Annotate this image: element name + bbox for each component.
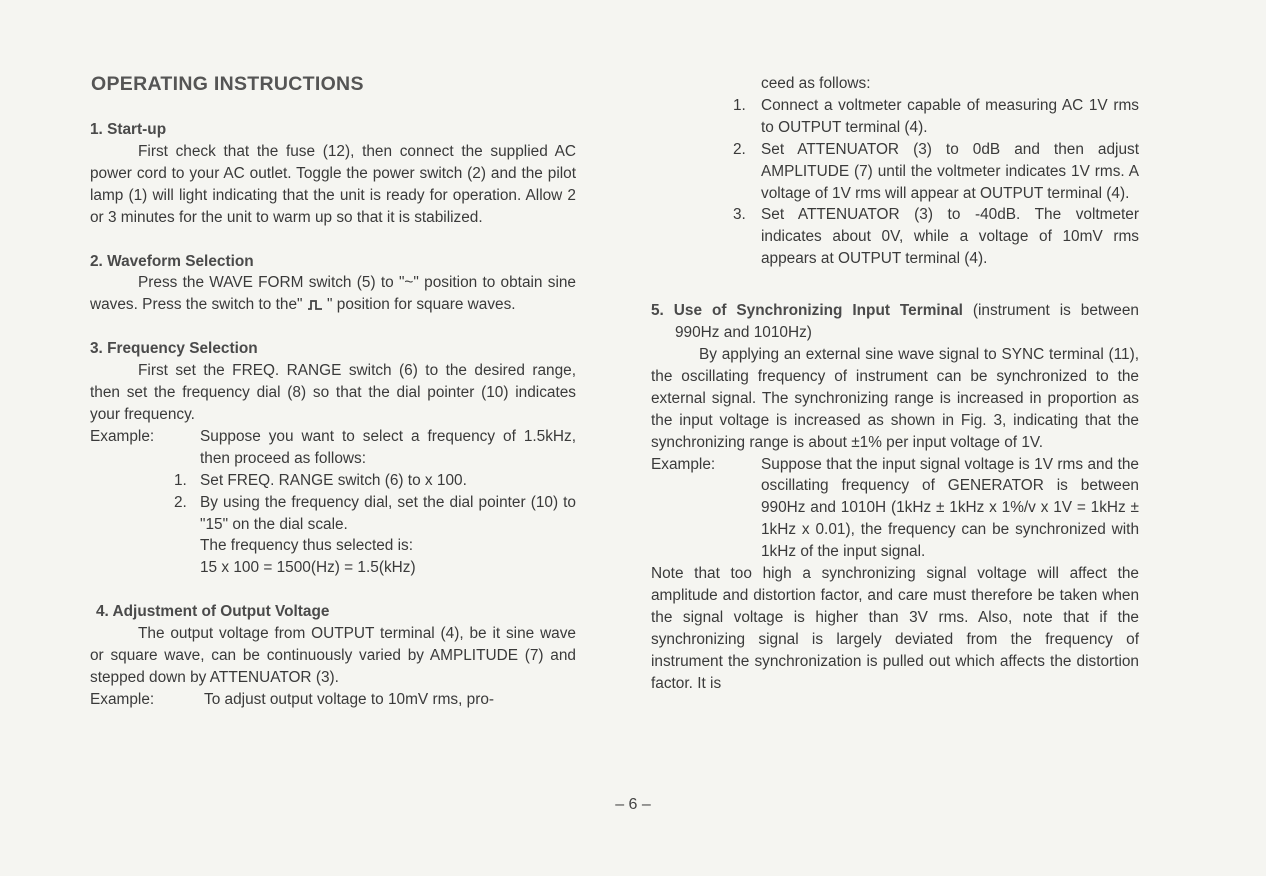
section-title-frequency: 3. Frequency Selection bbox=[90, 340, 258, 358]
section-body-waveform: Press the WAVE FORM switch (5) to "~" position to obtain sine waves. Press the switch to the" " position for square waves. bbox=[90, 274, 576, 314]
sync-note: Note that too high a synchronizing signal voltage will affect the amplitude and distortion factor, and care must therefore be taken when the signal voltage is higher than 3V rms. Also, note that if the synchronizing signal is largely deviated from the frequency of instrument the synchronization is pulled out which affects the distortion factor. It is bbox=[651, 565, 1139, 692]
section-body-startup: First check that the fuse (12), then connect the supplied AC power cord to your AC outlet. Toggle the power switch (2) and the pilot lamp (1) will light indicating that the unit is ready for operation. Allow 2 or 3 minutes for the unit to warm up so that it is stabilized. bbox=[90, 142, 576, 226]
list-item: 2. By using the frequency dial, set the dial pointer (10) to "15" on the dial scale. bbox=[174, 493, 576, 533]
selected-frequency-text: The frequency thus selected is: bbox=[200, 537, 414, 555]
example-text: Suppose you want to select a frequency of 1.5kHz, then proceed as follows: bbox=[200, 427, 576, 467]
example-label: Example: bbox=[651, 455, 716, 473]
list-item: 3. Set ATTENUATOR (3) to -40dB. The voltmeter indicates about 0V, while a voltage of 10mV rms appears at OUTPUT terminal (4). bbox=[733, 206, 1139, 268]
page-heading: OPERATING INSTRUCTIONS bbox=[91, 73, 364, 95]
section-title-waveform: 2. Waveform Selection bbox=[90, 252, 254, 270]
list-item: 1. Set FREQ. RANGE switch (6) to x 100. bbox=[174, 471, 467, 489]
example-label: Example: bbox=[90, 427, 155, 445]
section-body-sync: By applying an external sine wave signal to SYNC terminal (11), the oscillating frequency of instrument can be synchronized to the external signal. The synchronizing range is increased in proportion as the input voltage is increased as shown in Fig. 3, indicating that the synchronizing range is about ±1% per input voltage of 1V. bbox=[651, 345, 1139, 451]
section-title-output-voltage: 4. Adjustment of Output Voltage bbox=[96, 603, 330, 621]
section-body-frequency: First set the FREQ. RANGE switch (6) to the desired range, then set the frequency dial (8) so that the dial pointer (10) indicates your frequency. bbox=[90, 362, 576, 423]
output-example bbox=[90, 689, 576, 711]
example-text: Suppose that the input signal voltage is 1V rms and the oscillating frequency of GENERATOR is between 990Hz and 1010H (1kHz ± 1kHz x 1%/v x 1V = 1kHz ± 1kHz x 0.01), the frequency can be synchronized with 1kHz of the input signal. bbox=[761, 455, 1139, 561]
sync-example bbox=[651, 454, 1139, 564]
page-number: – 6 – bbox=[615, 796, 651, 813]
section-body-output-voltage: The output voltage from OUTPUT terminal (4), be it sine wave or square wave, can be continuously varied by AMPLITUDE (7) and stepped down by ATTENUATOR (3). bbox=[90, 625, 576, 686]
output-steps bbox=[651, 95, 1139, 270]
left-column bbox=[90, 119, 576, 711]
section-title-startup: 1. Start-up bbox=[90, 121, 167, 138]
right-column bbox=[651, 73, 1139, 694]
example-label: Example: bbox=[90, 690, 155, 708]
list-item: 2. Set ATTENUATOR (3) to 0dB and then adjust AMPLITUDE (7) until the voltmeter indicates 1V rms. A voltage of 1V rms will appear at OUTPUT terminal (4). bbox=[733, 140, 1139, 202]
section-title-sync: 5. Use of Synchronizing Input Terminal (instrument is between 990Hz and 1010Hz) bbox=[651, 302, 1139, 342]
frequency-example bbox=[90, 426, 576, 579]
continued-text: ceed as follows: bbox=[761, 75, 871, 92]
list-item: 1. Connect a voltmeter capable of measuring AC 1V rms to OUTPUT terminal (4). bbox=[733, 96, 1139, 136]
example-text: To adjust output voltage to 10mV rms, pro- bbox=[204, 690, 495, 708]
frequency-formula: 15 x 100 = 1500(Hz) = 1.5(kHz) bbox=[200, 559, 416, 577]
frequency-steps bbox=[174, 470, 576, 536]
square-wave-icon bbox=[307, 300, 323, 310]
